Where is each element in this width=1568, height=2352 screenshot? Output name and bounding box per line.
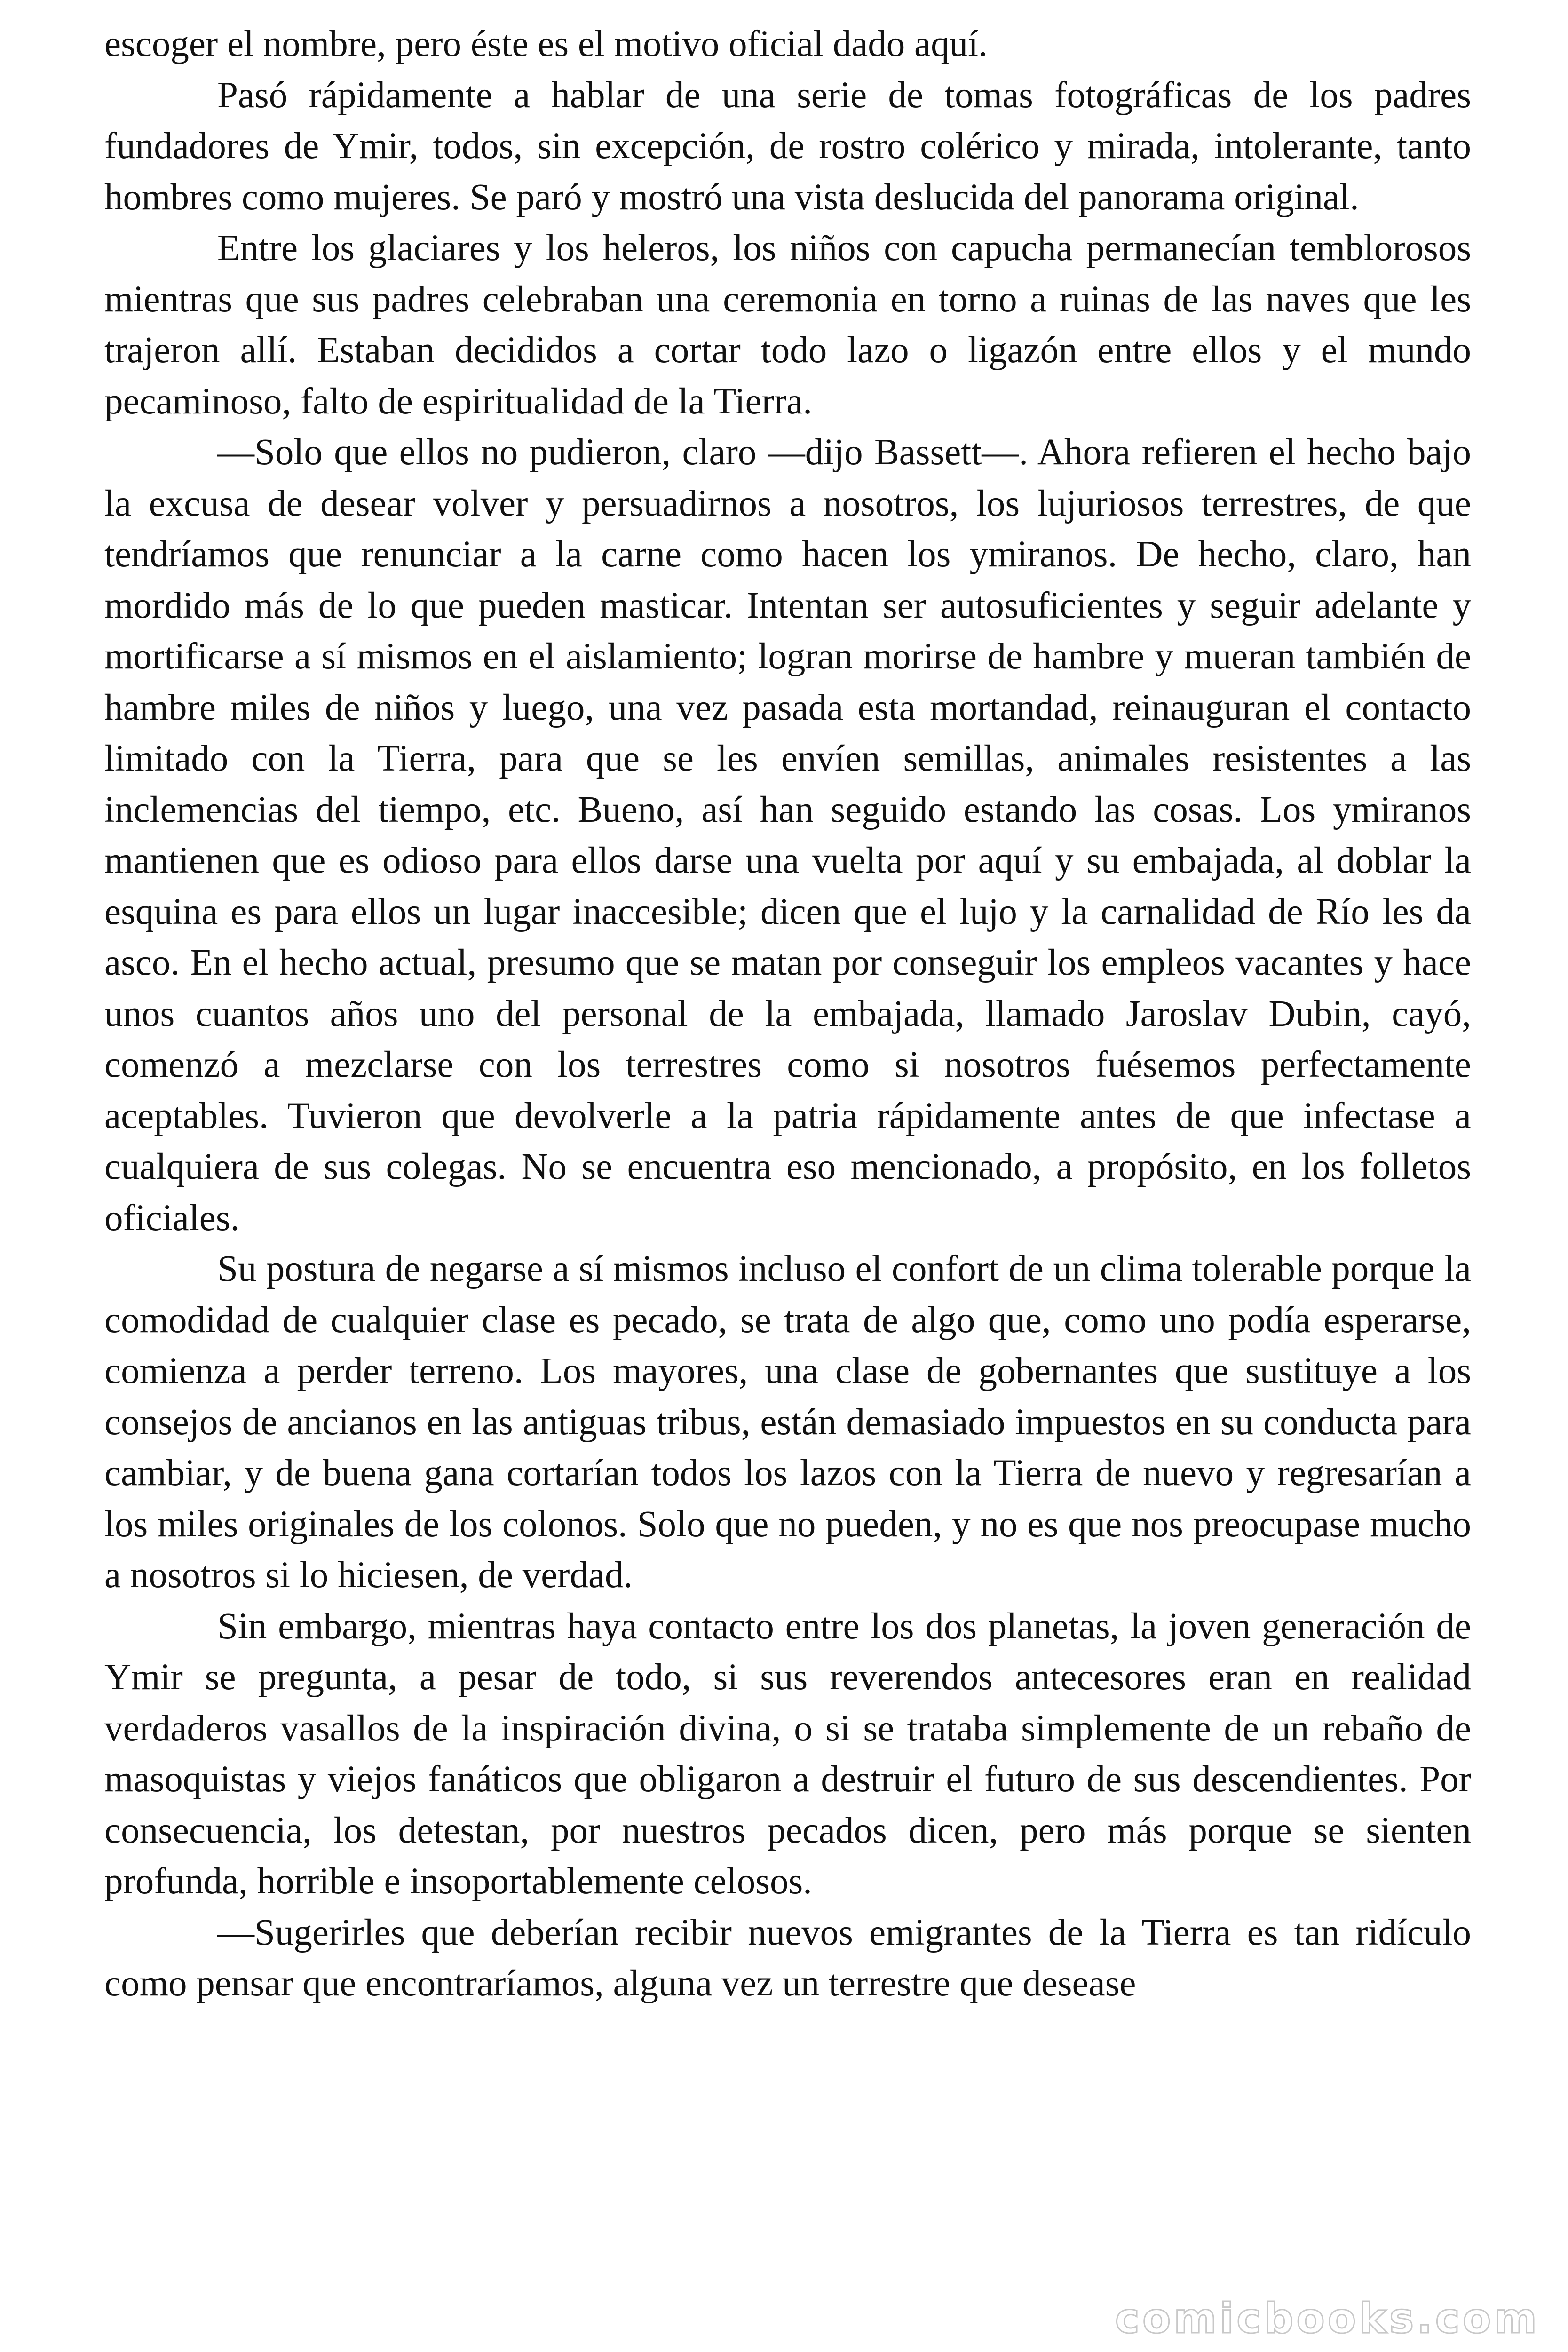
paragraph-2: Pasó rápidamente a hablar de una serie de tomas fotográficas de los padres fundadores de Ymir, todos, sin excepción, de rostro colérico y mirada, intolerante, tanto hombres como mujeres. Se paró y mostró una vista deslucida del panorama original.: [104, 74, 1471, 218]
paragraph-4: —Solo que ellos no pudieron, claro —dijo Bassett—. Ahora refieren el hecho bajo la excusa de desear volver y persuadirnos a nosotros, los lujuriosos terrestres, de que tendríamos que renunciar a la carne como hacen los ymiranos. De hecho, claro, han mordido más de lo que pueden masticar. Intentan ser autosuficientes y seguir adelante y mortificarse a sí mismos en el aislamiento; logran morirse de hambre y mueran también de hambre miles de niños y luego, una vez pasada esta mortandad, reinauguran el contacto limitado con la Tierra, para que se les envíen semillas, animales resistentes a las inclemencias del tiempo, etc. Bueno, así han seguido estando las cosas. Los ymiranos mantienen que es odioso para ellos darse una vuelta por aquí y su embajada, al doblar la esquina es para ellos un lugar inaccesible; dicen que el lujo y la carnalidad de Río les da asco. En el hecho actual, presumo que se matan por conseguir los empleos vacantes y hace unos cuantos años uno del personal de la embajada, llamado Jaroslav Dubin, cayó, comenzó a mezclarse con los terrestres como si nosotros fuésemos perfectamente aceptables. Tuvieron que devolverle a la patria rápidamente antes de que infectase a cualquiera de sus colegas. No se encuentra eso mencionado, a propósito, en los folletos oficiales.: [104, 432, 1471, 1239]
paragraph-6: Sin embargo, mientras haya contacto entre los dos planetas, la joven generación de Ymir se pregunta, a pesar de todo, si sus reverendos antecesores eran en realidad verdaderos vasallos de la inspiración divina, o si se trataba simplemente de un rebaño de masoquistas y viejos fanáticos que obligaron a destruir el futuro de sus descendientes. Por consecuencia, los detestan, por nuestros pecados dicen, pero más porque se sienten profunda, horrible e insoportablemente celosos.: [104, 1605, 1471, 1902]
watermark: comicbooks.com: [1115, 2294, 1540, 2343]
paragraph-7: —Sugerirles que deberían recibir nuevos emigrantes de la Tierra es tan ridículo como pensar que encontraríamos, alguna vez un terrestre que desease: [104, 1912, 1471, 2004]
page-body: [104, 19, 1471, 2010]
paragraph-3: Entre los glaciares y los heleros, los niños con capucha permanecían temblorosos mientras que sus padres celebraban una ceremonia en torno a ruinas de las naves que les trajeron allí. Estaban decididos a cortar todo lazo o ligazón entre ellos y el mundo pecaminoso, falto de espiritualidad de la Tierra.: [104, 228, 1471, 422]
paragraph-1: escoger el nombre, pero éste es el motivo oficial dado aquí.: [104, 24, 988, 64]
paragraph-5: Su postura de negarse a sí mismos incluso el confort de un clima tolerable porque la comodidad de cualquier clase es pecado, se trata de algo que, como uno podía esperarse, comienza a perder terreno. Los mayores, una clase de gobernantes que sustituye a los consejos de ancianos en las antiguas tribus, están demasiado impuestos en su conducta para cambiar, y de buena gana cortarían todos los lazos con la Tierra de nuevo y regresarían a los miles originales de los colonos. Solo que no pueden, y no es que nos preocupase mucho a nosotros si lo hiciesen, de verdad.: [104, 1248, 1471, 1596]
